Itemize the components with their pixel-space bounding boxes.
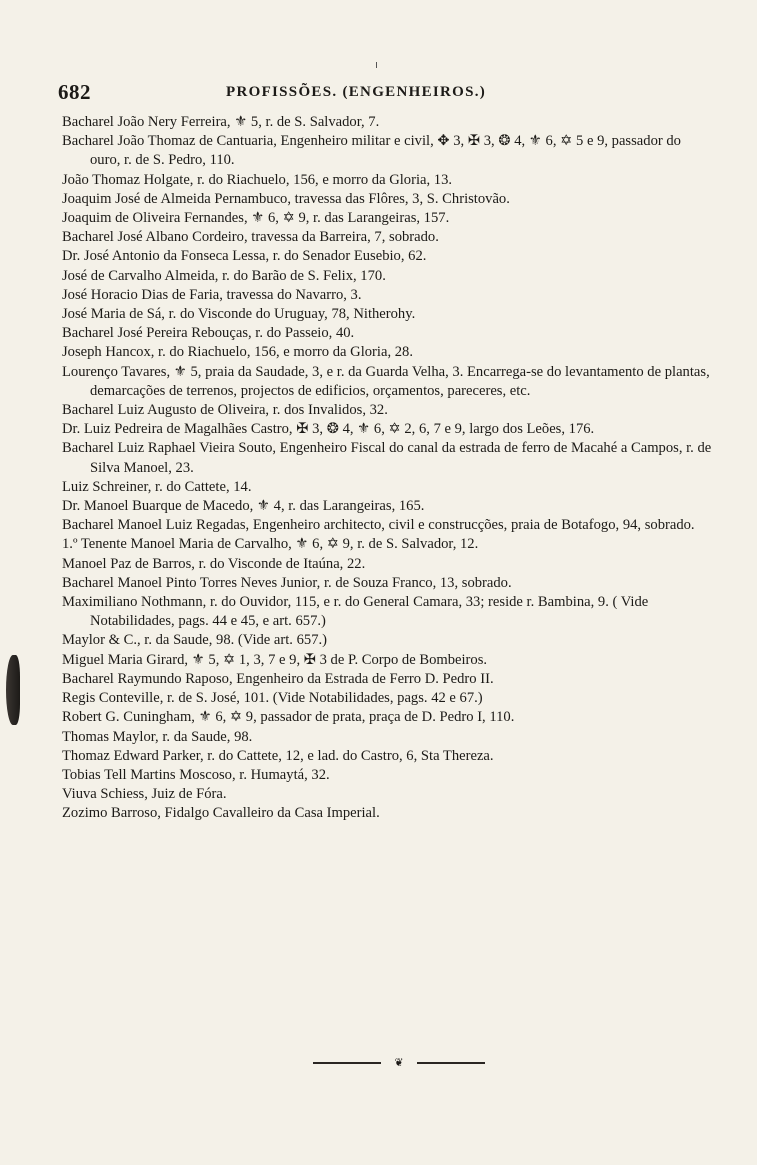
list-item: Joseph Hancox, r. do Riachuelo, 156, e morro da Gloria, 28. xyxy=(62,344,413,361)
rule-line-left xyxy=(313,1062,381,1064)
list-item: Maximiliano Nothmann, r. do Ouvidor, 115, e r. do General Camara, 33; reside r. Bambina, 9. ( Vide Notabilidades, pags. 44 e 45, e art. 657.) xyxy=(62,594,649,630)
list-item: Robert G. Cuningham, ⚜ 6, ✡ 9, passador de prata, praça de D. Pedro I, 110. xyxy=(62,709,515,726)
list-item: José Maria de Sá, r. do Visconde do Uruguay, 78, Nitherohy. xyxy=(62,306,416,323)
list-item: Miguel Maria Girard, ⚜ 5, ✡ 1, 3, 7 e 9, ✠ 3 de P. Corpo de Bombeiros. xyxy=(62,651,488,668)
list-item: Luiz Schreiner, r. do Cattete, 14. xyxy=(62,478,252,495)
list-item: José Horacio Dias de Faria, travessa do Navarro, 3. xyxy=(62,286,362,303)
list-item: Tobias Tell Martins Moscoso, r. Humaytá, 32. xyxy=(62,766,330,783)
list-item: Zozimo Barroso, Fidalgo Cavalleiro da Casa Imperial. xyxy=(62,805,380,822)
list-item: Manoel Paz de Barros, r. do Visconde de Itaúna, 22. xyxy=(62,555,366,572)
list-item: Bacharel Luiz Augusto de Oliveira, r. dos Invalidos, 32. xyxy=(62,402,388,419)
list-item: 1.º Tenente Manoel Maria de Carvalho, ⚜ 6, ✡ 9, r. de S. Salvador, 12. xyxy=(62,536,479,553)
running-head: PROFISSÕES. (ENGENHEIROS.) xyxy=(226,84,487,100)
list-item: Dr. José Antonio da Fonseca Lessa, r. do Senador Eusebio, 62. xyxy=(62,248,427,265)
list-item: Bacharel Manoel Luiz Regadas, Engenheiro architecto, civil e construcções, praia de Botafogo, 94, sobrado. xyxy=(62,517,695,534)
list-item: Viuva Schiess, Juiz de Fóra. xyxy=(62,786,227,803)
list-item: José de Carvalho Almeida, r. do Barão de S. Felix, 170. xyxy=(62,267,386,284)
list-item: Regis Conteville, r. de S. José, 101. (Vide Notabilidades, pags. 42 e 67.) xyxy=(62,690,483,707)
list-item: Maylor & C., r. da Saude, 98. (Vide art. 657.) xyxy=(62,632,328,649)
rule-line-right xyxy=(417,1062,485,1064)
closing-ornament-rule xyxy=(313,1057,485,1069)
list-item: Bacharel Manoel Pinto Torres Neves Junior, r. de Souza Franco, 13, sobrado. xyxy=(62,574,512,591)
list-item: Bacharel João Thomaz de Cantuaria, Engenheiro militar e civil, ✥ 3, ✠ 3, ❂ 4, ⚜ 6, ✡ 5 e 9, passador do ouro, r. de S. Pedro, 110. xyxy=(62,133,681,169)
page-number: 682 xyxy=(58,80,91,104)
list-item: Lourenço Tavares, ⚜ 5, praia da Saudade, 3, e r. da Guarda Velha, 3. Encarrega-se do levantamento de plantas, demarcações de terrenos, projectos de edificios, orçamentos, pareceres, etc. xyxy=(62,363,710,399)
printer-mark xyxy=(376,62,377,68)
list-item: Bacharel Raymundo Raposo, Engenheiro da Estrada de Ferro D. Pedro II. xyxy=(62,670,494,687)
list-item: Joaquim de Oliveira Fernandes, ⚜ 6, ✡ 9, r. das Larangeiras, 157. xyxy=(62,210,450,227)
list-item: Bacharel João Nery Ferreira, ⚜ 5, r. de S. Salvador, 7. xyxy=(62,114,380,130)
list-item: Joaquim José de Almeida Pernambuco, travessa das Flôres, 3, S. Christovão. xyxy=(62,190,510,207)
list-item: Bacharel Luiz Raphael Vieira Souto, Engenheiro Fiscal do canal da estrada de ferro de Macahé a Campos, r. de Silva Manoel, 23. xyxy=(62,440,712,476)
list-item: Bacharel José Albano Cordeiro, travessa da Barreira, 7, sobrado. xyxy=(62,229,439,246)
ornament-icon: ❦ xyxy=(394,1056,404,1069)
binding-shadow xyxy=(6,655,20,725)
list-item: Dr. Luiz Pedreira de Magalhães Castro, ✠ 3, ❂ 4, ⚜ 6, ✡ 2, 6, 7 e 9, largo dos Leões, 176. xyxy=(62,421,595,438)
list-item: Bacharel José Pereira Rebouças, r. do Passeio, 40. xyxy=(62,325,355,342)
list-item: João Thomaz Holgate, r. do Riachuelo, 156, e morro da Gloria, 13. xyxy=(62,171,453,188)
list-item: Thomas Maylor, r. da Saude, 98. xyxy=(62,728,253,745)
page-header xyxy=(58,80,698,106)
list-item: Thomaz Edward Parker, r. do Cattete, 12, e lad. do Castro, 6, Sta Thereza. xyxy=(62,747,494,764)
engineer-list xyxy=(62,113,712,824)
list-item: Dr. Manoel Buarque de Macedo, ⚜ 4, r. das Larangeiras, 165. xyxy=(62,498,425,515)
